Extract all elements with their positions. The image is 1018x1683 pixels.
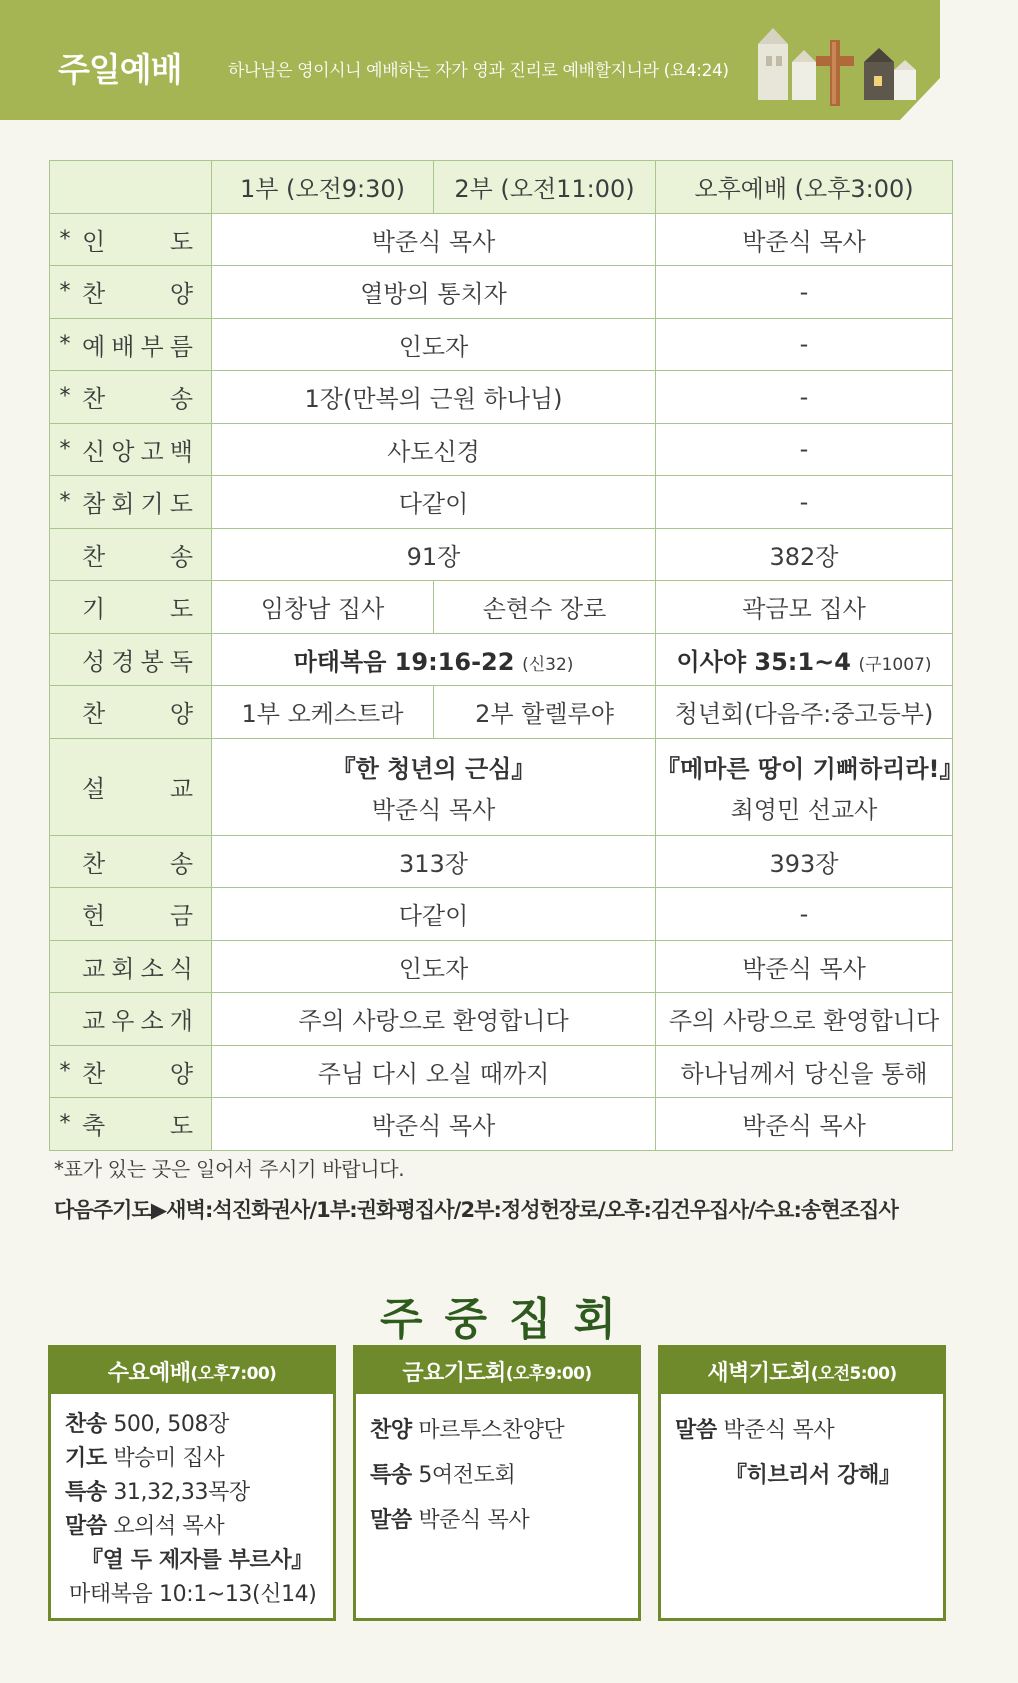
table-row (50, 423, 953, 476)
standing-marker: * (59, 1111, 71, 1137)
wednesday-name: 수요예배 (107, 1360, 191, 1386)
row-label-char: 헌 (82, 902, 106, 931)
row-label (50, 888, 211, 940)
row-label-cell (50, 993, 212, 1046)
row-label-char: 식 (169, 954, 193, 983)
wednesday-service-box (48, 1345, 336, 1621)
special-value: 5여전도회 (418, 1463, 516, 1488)
friday-time: (오후9:00) (505, 1363, 592, 1384)
special-label: 특송 (65, 1480, 107, 1505)
dawn-name: 새벽기도회 (707, 1360, 811, 1386)
morning-service-cell: 열방의 통치자 (212, 266, 656, 319)
hymnal-page: (구1007) (858, 654, 932, 675)
morning-service-cell: 313장 (212, 835, 656, 888)
hymn-value: 500, 508장 (113, 1412, 229, 1437)
row-label-text (74, 327, 193, 362)
row-label (50, 371, 211, 423)
row-label (50, 634, 211, 686)
row-label-char: 도 (169, 595, 193, 624)
morning-service-cell: 인도자 (212, 940, 656, 993)
row-label-char: 찬 (82, 542, 106, 571)
row-label-char: 도 (169, 490, 193, 519)
row-label (50, 266, 211, 318)
table-row (50, 318, 953, 371)
row-label-cell (50, 266, 212, 319)
row-label-text (74, 1054, 193, 1089)
row-label-char: 배 (111, 332, 135, 361)
row-label-char: 양 (169, 1059, 193, 1088)
row-label-cell (50, 1045, 212, 1098)
first-service-cell: 임창남 집사 (212, 581, 434, 634)
column-header-second-service: 2부 (오전11:00) (434, 161, 656, 214)
morning-service-cell: 1장(만복의 근원 하나님) (212, 371, 656, 424)
afternoon-service-cell: 박준식 목사 (656, 1098, 953, 1151)
row-label-text (74, 949, 193, 984)
row-label-text (74, 537, 193, 572)
table-row (50, 633, 953, 686)
row-label-char: 기 (140, 490, 164, 519)
row-label-char: 개 (169, 1007, 193, 1036)
row-label-char: 금 (169, 902, 193, 931)
row-label-char: 찬 (82, 1059, 106, 1088)
row-label-char: 회 (111, 954, 135, 983)
row-label-text (74, 484, 193, 519)
standing-marker: * (59, 384, 71, 410)
sermon-title: 『히브리서 강해』 (725, 1463, 901, 1488)
afternoon-service-cell: 박준식 목사 (656, 940, 953, 993)
row-label-cell (50, 1098, 212, 1151)
row-label-char: 축 (82, 1112, 106, 1141)
list-item (65, 1442, 333, 1476)
row-label-cell (50, 476, 212, 529)
row-label-char: 우 (111, 1007, 135, 1036)
afternoon-service-cell: - (656, 318, 953, 371)
row-label (50, 529, 211, 581)
morning-service-cell (212, 738, 656, 835)
row-label-char: 송 (169, 385, 193, 414)
morning-service-cell: 사도신경 (212, 423, 656, 476)
header-verse: 하나님은 영이시니 예배하는 자가 영과 진리로 예배할지니라 (요4:24) (228, 61, 729, 81)
prayer-label: 기도 (65, 1446, 107, 1471)
row-label-cell (50, 371, 212, 424)
row-label-text (74, 274, 193, 309)
dawn-time: (오전5:00) (810, 1363, 897, 1384)
row-label (50, 686, 211, 738)
row-label-char: 교 (169, 775, 193, 803)
row-label-char: 도 (169, 1112, 193, 1141)
standing-note: *표가 있는 곳은 일어서 주시기 바랍니다. (54, 1157, 405, 1181)
table-row (50, 213, 953, 266)
table-row (50, 266, 953, 319)
column-header-afternoon-service: 오후예배 (오후3:00) (656, 161, 953, 214)
afternoon-service-cell: 박준식 목사 (656, 213, 953, 266)
row-label-cell (50, 686, 212, 739)
table-row (50, 686, 953, 739)
row-label-cell (50, 738, 212, 835)
row-label-text (74, 432, 193, 467)
row-label-char: 경 (111, 647, 135, 676)
wednesday-time: (오후7:00) (190, 1363, 277, 1384)
row-label-char: 회 (111, 490, 135, 519)
row-label-char: 름 (169, 332, 193, 361)
standing-marker: * (59, 1058, 71, 1084)
scripture: 마태복음 10:1~13(신14) (69, 1582, 317, 1607)
afternoon-service-cell (656, 633, 953, 686)
weekday-section-title: 주중집회 (379, 1294, 638, 1345)
table-header-row (50, 161, 953, 214)
afternoon-service-cell: - (656, 423, 953, 476)
row-label-text (74, 694, 193, 729)
sermon-preacher: 최영민 선교사 (730, 795, 878, 824)
dawn-box-header (661, 1348, 943, 1394)
row-label-text (74, 844, 193, 879)
table-row (50, 581, 953, 634)
row-label-char: 백 (169, 437, 193, 466)
row-label-char: 소 (140, 954, 164, 983)
row-label-text (74, 896, 193, 931)
scripture-reading: 이사야 35:1~4 (676, 647, 851, 676)
sermon-title: 『열 두 제자를 부르사』 (81, 1548, 313, 1573)
row-label-cell (50, 633, 212, 686)
friday-box-header (356, 1348, 638, 1394)
row-label-cell (50, 423, 212, 476)
list-item (370, 1408, 638, 1453)
special-value: 31,32,33목장 (113, 1480, 250, 1505)
afternoon-service-cell: 382장 (656, 528, 953, 581)
row-label-cell (50, 528, 212, 581)
second-service-cell: 2부 할렐루야 (434, 686, 656, 739)
row-label (50, 993, 211, 1045)
next-week-prayer: 다음주기도▶새벽:석진화권사/1부:권화평집사/2부:정성헌장로/오후:김건우집사/수요:송현조집사 (54, 1198, 898, 1222)
row-label-char: 성 (82, 647, 106, 676)
row-label-char: 교 (82, 954, 106, 983)
list-item (675, 1408, 943, 1453)
row-label-char: 찬 (82, 280, 106, 309)
morning-service-cell: 다같이 (212, 476, 656, 529)
list-item (65, 1408, 333, 1442)
standing-marker: * (59, 489, 71, 515)
prayer-value: 박승미 집사 (113, 1446, 225, 1471)
row-label-text (74, 589, 193, 624)
row-label-cell (50, 213, 212, 266)
morning-service-cell: 인도자 (212, 318, 656, 371)
afternoon-service-cell: - (656, 266, 953, 319)
standing-marker: * (59, 226, 71, 252)
word-value: 박준식 목사 (723, 1418, 835, 1443)
sermon-title: 『한 청년의 근심』 (331, 754, 536, 783)
page-title: 주일예배 (58, 50, 182, 89)
column-header-first-service: 1부 (오전9:30) (212, 161, 434, 214)
praise-value: 마르투스찬양단 (418, 1418, 565, 1443)
morning-service-cell: 박준식 목사 (212, 213, 656, 266)
afternoon-service-cell: 곽금모 집사 (656, 581, 953, 634)
list-item (65, 1510, 333, 1544)
row-label (50, 319, 211, 371)
list-item (65, 1476, 333, 1510)
row-label (50, 739, 211, 835)
morning-service-cell: 박준식 목사 (212, 1098, 656, 1151)
table-row (50, 738, 953, 835)
row-label (50, 1098, 211, 1150)
row-label-cell (50, 835, 212, 888)
word-value: 박준식 목사 (418, 1508, 530, 1533)
row-label-char: 고 (140, 437, 164, 466)
afternoon-service-cell: 하나님께서 당신을 통해 (656, 1045, 953, 1098)
word-label: 말씀 (675, 1418, 717, 1443)
standing-marker: * (59, 331, 71, 357)
row-label-text (74, 1106, 193, 1141)
row-label-char: 참 (82, 490, 106, 519)
hymn-label: 찬송 (65, 1412, 107, 1437)
morning-service-cell: 주님 다시 오실 때까지 (212, 1045, 656, 1098)
word-value: 오의석 목사 (113, 1514, 225, 1539)
row-label (50, 1046, 211, 1098)
row-label-char: 양 (169, 280, 193, 309)
afternoon-service-cell: 청년회(다음주:중고등부) (656, 686, 953, 739)
row-label-text (74, 222, 193, 257)
scripture-reading: 마태복음 19:16-22 (293, 647, 515, 676)
wednesday-box-header (51, 1348, 333, 1394)
row-label-char: 신 (82, 437, 106, 466)
header-corner-cell (50, 161, 212, 214)
row-label (50, 424, 211, 476)
row-label-char: 도 (169, 227, 193, 256)
table-row (50, 835, 953, 888)
row-label-char: 설 (82, 775, 106, 803)
friday-prayer-box (353, 1345, 641, 1621)
list-item (370, 1453, 638, 1498)
worship-order-table (49, 160, 964, 1151)
row-label-text (74, 769, 193, 804)
standing-marker: * (59, 436, 71, 462)
table-row (50, 940, 953, 993)
row-label-char: 송 (169, 849, 193, 878)
second-service-cell: 손현수 장로 (434, 581, 656, 634)
afternoon-service-cell: - (656, 476, 953, 529)
list-item (370, 1498, 638, 1543)
special-label: 특송 (370, 1463, 412, 1488)
morning-service-cell: 다같이 (212, 888, 656, 941)
row-label-text (74, 642, 193, 677)
row-label-char: 기 (82, 595, 106, 624)
row-label-cell (50, 940, 212, 993)
row-label-char: 인 (82, 227, 106, 256)
row-label-char: 교 (82, 1007, 106, 1036)
row-label (50, 476, 211, 528)
friday-name: 금요기도회 (402, 1360, 506, 1386)
table-row (50, 993, 953, 1046)
morning-service-cell: 주의 사랑으로 환영합니다 (212, 993, 656, 1046)
dawn-prayer-box (658, 1345, 946, 1621)
table-row (50, 888, 953, 941)
word-label: 말씀 (65, 1514, 107, 1539)
hymnal-page: (신32) (522, 654, 574, 675)
row-label-char: 부 (140, 332, 164, 361)
row-label (50, 214, 211, 266)
row-label-char: 찬 (82, 849, 106, 878)
row-label-char: 독 (169, 647, 193, 676)
church-cross-illustration (752, 22, 922, 106)
word-label: 말씀 (370, 1508, 412, 1533)
morning-service-cell (212, 633, 656, 686)
afternoon-service-cell (656, 738, 964, 835)
afternoon-service-cell: - (656, 371, 953, 424)
afternoon-service-cell: - (656, 888, 953, 941)
friday-box-body (356, 1394, 638, 1543)
praise-label: 찬양 (370, 1418, 412, 1443)
row-label-cell (50, 888, 212, 941)
row-label (50, 836, 211, 888)
sermon-title: 『메마른 땅이 기뻐하리라!』 (656, 754, 964, 783)
sermon-preacher: 박준식 목사 (371, 795, 496, 824)
afternoon-service-cell: 주의 사랑으로 환영합니다 (656, 993, 953, 1046)
morning-service-cell: 91장 (212, 528, 656, 581)
row-label (50, 941, 211, 993)
row-label-text (74, 379, 193, 414)
row-label-char: 앙 (111, 437, 135, 466)
row-label-cell (50, 318, 212, 371)
standing-marker: * (59, 279, 71, 305)
row-label-char: 찬 (82, 385, 106, 414)
table-row (50, 1045, 953, 1098)
afternoon-service-cell: 393장 (656, 835, 953, 888)
row-label-char: 봉 (140, 647, 164, 676)
row-label-cell (50, 581, 212, 634)
row-label-char: 찬 (82, 700, 106, 729)
table-row (50, 528, 953, 581)
row-label-char: 예 (82, 332, 106, 361)
row-label-char: 양 (169, 700, 193, 729)
wednesday-box-body (51, 1394, 333, 1612)
row-label-char: 소 (140, 1007, 164, 1036)
row-label-text (74, 1001, 193, 1036)
table-row (50, 1098, 953, 1151)
row-label (50, 581, 211, 633)
dawn-box-body (661, 1394, 943, 1498)
row-label-char: 송 (169, 542, 193, 571)
table-row (50, 371, 953, 424)
table-row (50, 476, 953, 529)
first-service-cell: 1부 오케스트라 (212, 686, 434, 739)
